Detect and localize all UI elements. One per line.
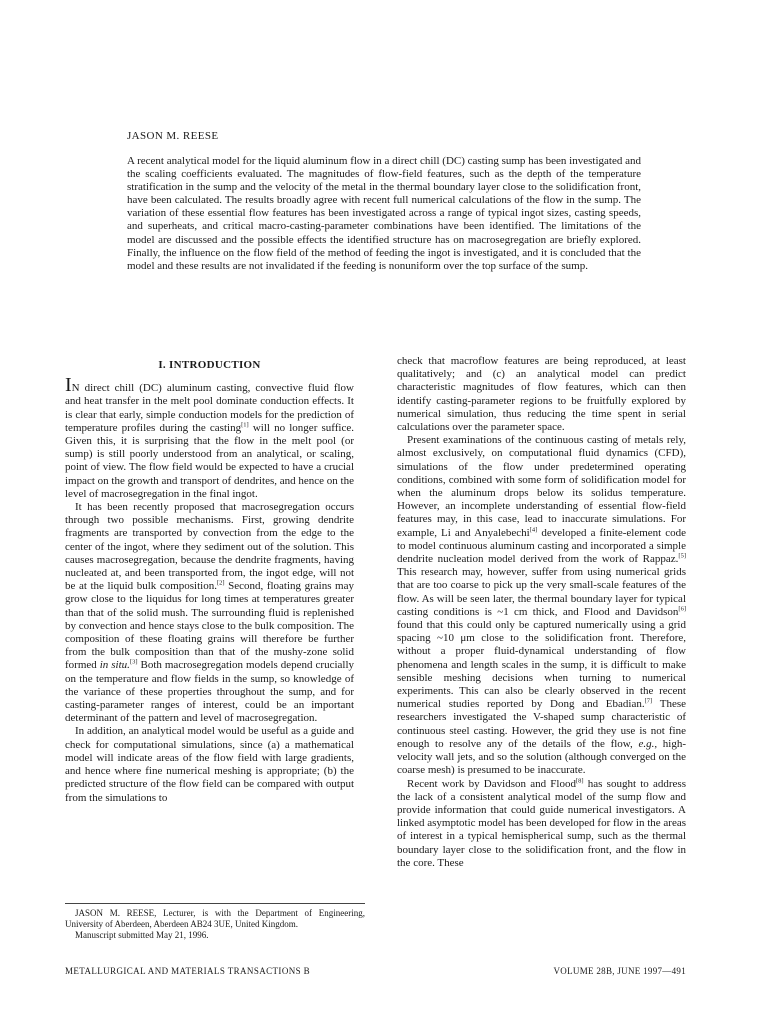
author-footnote bbox=[65, 903, 365, 941]
intro-paragraph-3: In addition, an analytical model would be useful as a guide and check for computational simulations, since (a) a mathematical model will indicate areas of the flow field with large gradients, and hence where fine numerical meshing is appropriate; (b) the predicted structure of the flow field can be compared with output from the simulations to bbox=[65, 725, 354, 804]
drop-cap: I bbox=[65, 374, 72, 397]
citation-7: [7] bbox=[644, 697, 653, 705]
left-column bbox=[65, 355, 354, 805]
intro-paragraph-1: IN direct chill (DC) aluminum casting, convective fluid flow and heat transfer in the melt pool dominate conduction effects. It is clear that early, simple conduction models for the prediction of temperature profiles during the casting[1] will no longer suffice. Given this, it is surprising that the flow in the melt pool (or sump) is still poorly understood from an analytical, or scaling, point of view. The flow field would be expected to have a crucial impact on the growth and transport of dendrites, and hence on the level of macrosegregation in the final ingot. bbox=[65, 374, 354, 500]
journal-name: METALLURGICAL AND MATERIALS TRANSACTIONS B bbox=[65, 966, 311, 976]
footnote-submitted: Manuscript submitted May 21, 1996. bbox=[75, 930, 209, 940]
citation-2: [2] bbox=[216, 579, 225, 587]
intro-paragraph-5: Present examinations of the continuous casting of metals rely, almost exclusively, on computational fluid dynamics (CFD), simulations of the flow under predetermined operating conditions, combined with some form of solidification model for when the aluminum drops below its solidus temperature. However, an incomplete understanding of essential flow-field features may, in this case, lead to inaccurate simulations. For example, Li and Anyalebechi[4] developed a finite-element code to model continuous aluminum casting and incorporated a simple dendrite nucleation model derived from the work of Rappaz.[5] This research may, however, suffer from using numerical grids that are too coarse to pick up the very small-scale features of the flow. As will be seen later, the thermal boundary layer for typical casting conditions is ~1 cm thick, and Flood and Davidson[6] found that this could only be captured numerically using a grid spacing ~10 μm close to the solidification front. Therefore, without a proper fluid-dynamical understanding of flow phenomena and length scales in the sump, it is difficult to make sensible meshing decisions when turning to numerical experiments. This can also be clearly observed in the recent numerical studies reported by Dong and Ebadian.[7] These researchers investigated the V-shaped sump characteristic of continuous steel casting. However, the grid they use is not fine enough to resolve any of the details of the flow, e.g., high-velocity wall jets, and so the solution (although converged on the coarse mesh) is presumed to be inaccurate. bbox=[397, 434, 686, 777]
section-heading: I. INTRODUCTION bbox=[158, 359, 261, 371]
volume-page: VOLUME 28B, JUNE 1997—491 bbox=[553, 966, 686, 976]
citation-3: [3] bbox=[129, 658, 138, 666]
footnote-rule bbox=[65, 903, 365, 904]
intro-paragraph-6: Recent work by Davidson and Flood[8] has sought to address the lack of a consistent analytical model of the sump flow and provide information that could guide numerical investigators. A linked asymptotic model has been developed for flow in the areas of interest in a typical hemispherical sump, such as the thermal boundary layer close to the solidification front, and the flow in the core. These bbox=[397, 776, 686, 869]
citation-8: [8] bbox=[575, 776, 584, 784]
citation-1: [1] bbox=[241, 421, 249, 429]
citation-4: [4] bbox=[529, 525, 538, 533]
right-column bbox=[397, 355, 686, 870]
citation-5: [5] bbox=[678, 552, 686, 560]
footnote-affiliation: JASON M. REESE, Lecturer, is with the Department of Engineering, University of Aberdeen, Aberdeen AB24 3UE, United Kingdom. bbox=[65, 908, 365, 929]
author-name: JASON M. REESE bbox=[127, 130, 219, 142]
abstract: A recent analytical model for the liquid aluminum flow in a direct chill (DC) casting sump has been investigated and the scaling coefficients evaluated. The magnitudes of flow-field features, such as the depth of the temperature stratification in the sump and the velocity of the metal in the thermal boundary layer close to the solidification front, have been calculated. The results broadly agree with recent full numerical calculations of the flow in the sump. The variation of these essential flow features has been investigated across a range of typical ingot sizes, casting speeds, and superheats, and critical macro-casting-parameter combinations have been identified. The limitations of the model are discussed and the possible effects the identified structure has on macrosegregation are briefly explored. Finally, the influence on the flow field of the method of feeding the ingot is investigated, and it is concluded that the model and these results are not invalidated if the feeding is nonuniform over the top surface of the sump. bbox=[127, 155, 641, 272]
citation-6: [6] bbox=[678, 605, 686, 613]
intro-paragraph-4: check that macroflow features are being reproduced, at least qualitatively; and (c) an analytical model can predict characteristic magnitudes of flow features, which can then identify casting-parameter regions to be fruitfully explored by numerical simulation, thus reducing the time spent in serial calculations over the parameter space. bbox=[397, 355, 686, 434]
intro-paragraph-2: It has been recently proposed that macrosegregation occurs through two possible mechanisms. First, growing dendrite fragments are transported by convection from the edge to the center of the ingot, where they sediment out of the solution. This causes macrosegregation, because the dendrite fragments, having nucleated at, and been transported from, the ingot edge, will not be at the liquid bulk composition.[2] Second, floating grains may grow close to the liquidus for long times at temperatures greater than that of the solid mush. The surrounding fluid is replenished by convection and hence stays close to the bulk composition. The composition of these floating grains will therefore be further from the bulk composition than that of the mushy-zone solid formed in situ.[3] Both macrosegregation models depend crucially on the temperature and flow fields in the sump, so knowledge of the variance of these properties throughout the sump, and for casting-parameter ranges of interest, could be an important determinant of the pattern and level of macrosegregation. bbox=[65, 501, 355, 725]
